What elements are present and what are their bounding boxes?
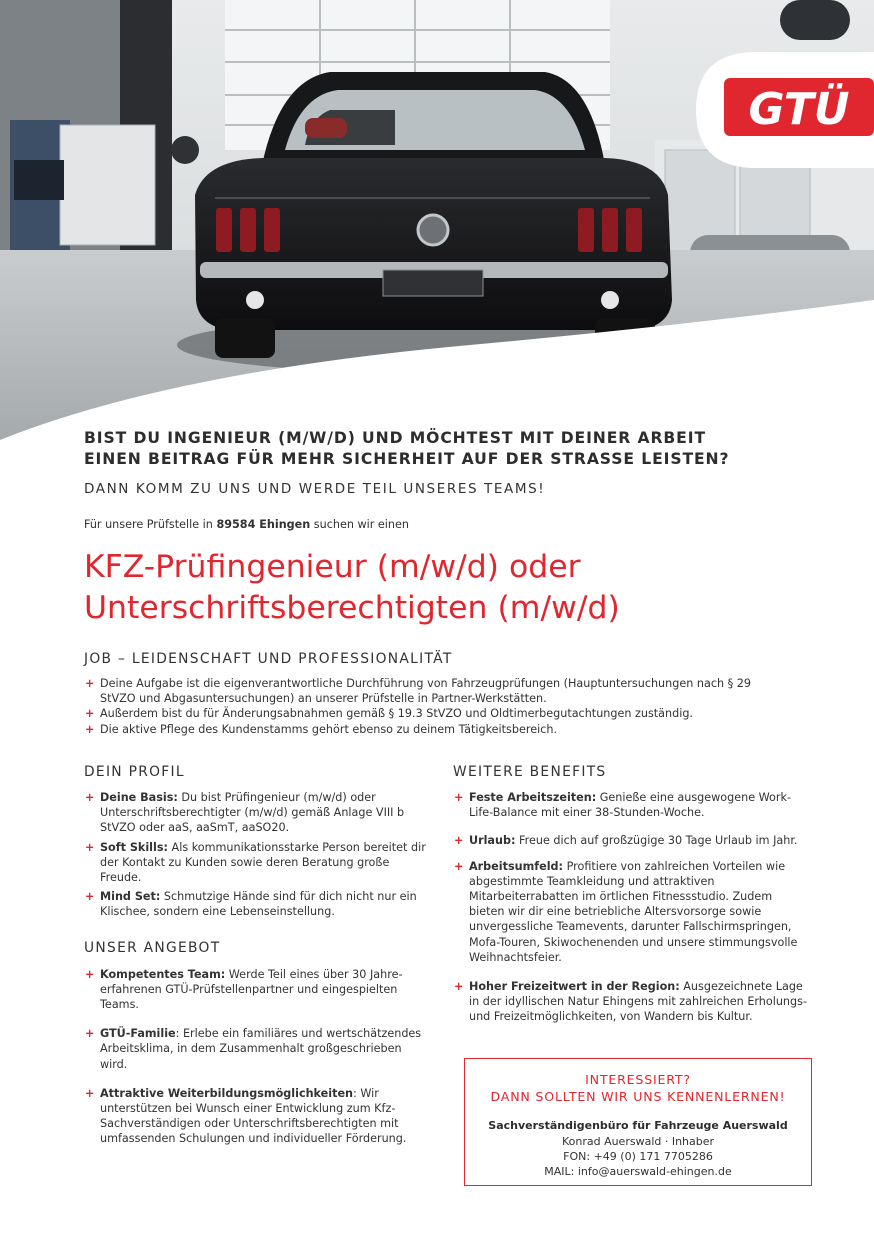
list-item xyxy=(453,833,808,848)
item-label: Urlaub: xyxy=(469,834,516,848)
list-item xyxy=(84,889,429,919)
contact-person: Konrad Auerswald · Inhaber xyxy=(561,1135,715,1148)
list-item xyxy=(453,790,808,820)
item-text: Ausgezeichnete Lage in der idyllischen Natur Ehingens mit zahlreichen Erholungs- und Freizeitmöglichkeiten, von Wandern bis Kultur. xyxy=(469,980,807,1024)
headline xyxy=(84,428,804,470)
contact-box xyxy=(464,1058,812,1186)
item-label: Kompetentes Team: xyxy=(100,967,226,981)
item-label: Feste Arbeitszeiten: xyxy=(469,791,597,804)
item-text: Du bist Prüfingenieur (m/w/d) oder Unterschriftsberechtigter (m/w/d) gemäß Anlage VIII b StVZO oder aaS, aaSmT, aaSO20. xyxy=(100,791,405,835)
list-item: + Außerdem bist du für Änderungsabnahmen gemäß § 19.3 StVZO und Oldtimerbegutachtungen zuständig. xyxy=(84,706,784,721)
job-title-line-1: KFZ-Prüfingenieur (m/w/d) oder xyxy=(84,549,581,585)
left-column xyxy=(84,764,429,1147)
location-prefix: Für unsere Prüfstelle in xyxy=(84,518,217,531)
headline-line-2: EINEN BEITRAG FÜR MEHR SICHERHEIT AUF DER STRASSE LEISTEN? xyxy=(84,450,730,468)
item-text: Schmutzige Hände sind für dich nicht nur ein Klischee, sondern eine Lebenseinstellung. xyxy=(100,890,417,919)
contact-line-1: INTERESSIERT? xyxy=(585,1072,691,1087)
list-item xyxy=(84,790,429,836)
item-text: Werde Teil eines über 30 Jahre-erfahrenen GTÜ-Prüfstellenpartner und eingespielten Teams. xyxy=(100,967,403,1012)
item-label: GTÜ-Familie xyxy=(100,1027,176,1041)
contact-mail: MAIL: info@auerswald-ehingen.de xyxy=(544,1165,732,1178)
job-list xyxy=(84,676,784,737)
right-column xyxy=(453,764,808,1025)
offer-list xyxy=(84,967,429,1147)
item-label: Hoher Freizeitwert in der Region: xyxy=(469,980,680,994)
job-section xyxy=(84,651,784,737)
item-label: Mind Set: xyxy=(100,890,161,904)
list-item xyxy=(453,979,808,1025)
location-line xyxy=(84,518,409,531)
item-label: Soft Skills: xyxy=(100,840,168,854)
benefits-heading: WEITERE BENEFITS xyxy=(453,764,607,780)
profile-list xyxy=(84,790,429,920)
contact-firm: Sachverständigenbüro für Fahrzeuge Auerswald xyxy=(488,1119,788,1132)
contact-line-2: DANN SOLLTEN WIR UNS KENNENLERNEN! xyxy=(490,1089,786,1104)
item-text: Freue dich auf großzügige 30 Tage Urlaub im Jahr. xyxy=(515,834,798,848)
list-item xyxy=(84,967,429,1013)
gtu-logo-text: GTÜ xyxy=(748,84,850,135)
item-text: : Erlebe ein familiäres und wertschätzendes Arbeitsklima, in dem Zusammenhalt großgeschrieben wird. xyxy=(100,1027,422,1071)
item-text: Als kommunikationsstarke Person bereitet dir der Kontakt zu Kunden sowie deren Beratung große Freude. xyxy=(100,840,426,885)
subline: DANN KOMM ZU UNS UND WERDE TEIL UNSERES TEAMS! xyxy=(84,481,546,497)
job-title-line-2: Unterschriftsberechtigten (m/w/d) xyxy=(84,590,620,626)
offer-heading: UNSER ANGEBOT xyxy=(84,939,221,956)
location-suffix: suchen wir einen xyxy=(310,518,409,531)
item-text: Profitiere von zahlreichen Vorteilen wie abgestimmte Teamkleidung und attraktiven Mitarbeiterrabatten im örtlichen Fitnessstudio. Zudem bieten wir dir eine betriebliche Altersvorsorge sowie unvergessliche Teamevents, darunter Fallschirmspringen, Mofa-Touren, Skiwochenenden und unsere stimmungsvolle Weihnachtsfeier. xyxy=(469,859,798,964)
gtu-logo xyxy=(696,52,874,168)
list-item xyxy=(453,859,808,965)
item-label: Arbeitsumfeld: xyxy=(469,859,564,873)
item-label: Attraktive Weiterbildungsmöglichkeiten xyxy=(100,1086,353,1100)
list-item xyxy=(84,840,429,886)
intro-block xyxy=(84,428,804,497)
list-item: + Die aktive Pflege des Kundenstamms gehört ebenso zu deinem Tätigkeitsbereich. xyxy=(84,722,784,737)
list-item xyxy=(84,1086,429,1147)
location-place: 89584 Ehingen xyxy=(216,518,311,531)
headline-line-1: BIST DU INGENIEUR (M/W/D) UND MÖCHTEST MIT DEINER ARBEIT xyxy=(84,429,706,447)
gtu-logo-badge xyxy=(696,52,874,168)
list-item xyxy=(84,1026,429,1072)
profile-heading: DEIN PROFIL xyxy=(84,764,185,780)
item-text: Genieße eine ausgewogene Work-Life-Balance mit einer 38-Stunden-Woche. xyxy=(469,791,792,820)
item-text: : Wir unterstützen bei Wunsch einer Entwicklung zum Kfz- Sachverständigen oder Unterschriftsberechtigten mit umfassenden Schulungen und individueller Förderung. xyxy=(100,1086,407,1146)
job-heading: JOB – LEIDENSCHAFT UND PROFESSIONALITÄT xyxy=(84,651,453,667)
item-label: Deine Basis: xyxy=(100,791,178,804)
list-item: + Deine Aufgabe ist die eigenverantwortliche Durchführung von Fahrzeugprüfungen (Hauptuntersuchungen nach § 29 StVZO und Abgasuntersuchungen) an unserer Prüfstelle in Partner-Werkstätten. xyxy=(84,676,784,706)
contact-phone: FON: +49 (0) 171 7705286 xyxy=(563,1150,713,1163)
job-title xyxy=(84,547,620,629)
benefits-list xyxy=(453,790,808,1025)
